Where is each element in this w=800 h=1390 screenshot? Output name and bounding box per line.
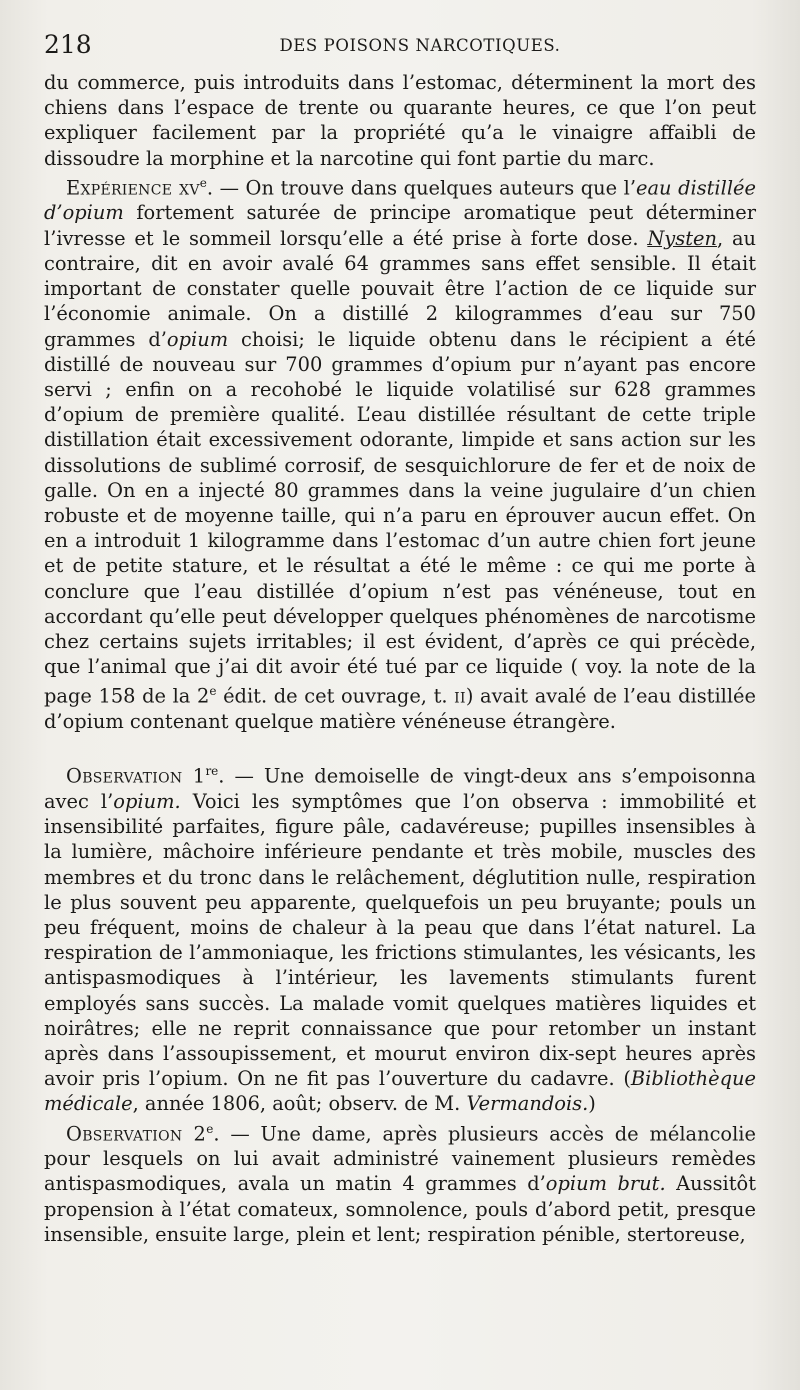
paragraph-observation-1	[44, 759, 756, 1116]
text-segment: . — Une dame, après plusieurs accès de mélancolie pour lesquels on lui avait administré vainement plusieurs remèdes antispasmodiques, avala un matin 4 grammes d’	[44, 1122, 756, 1196]
text-segment: Observation 2	[66, 1122, 207, 1145]
text-segment: fortement saturée de principe aromatique peut déterminer l’ivresse et le sommeil lorsqu’elle a été prise à forte dose.	[44, 201, 756, 250]
text-segment: choisi; le liquide obtenu dans le récipient a été distillé de nouveau sur 700 grammes d’opium pur n’ayant pas encore servi ; enfin on a recohobé le liquide volatilisé sur 628 grammes d’opium de première qualité. L’eau distillée résultant de cette triple distillation était excessivement odorante, limpide et sans action sur les dissolutions de sublimé corrosif, de sesquichlorure de fer et de noix de galle. On en a injecté 80 grammes dans la veine jugulaire d’un chien robuste et de moyenne taille, qui n’a paru en éprouver aucun effet. On en a introduit 1 kilogramme dans l’estomac d’un autre chien fort jeune et de petite stature, et le résultat a été le même : ce qui me porte à conclure que l’eau distillée d’opium n’est pas vénéneuse, tout en accordant qu’elle peut développer quelques phénomènes de narcotisme chez certains sujets irritables; il est évident, d’après ce qui précède, que l’animal que j’ai dit avoir été tué par ce liquide ( voy. la note de la page 158 de la 2	[44, 327, 757, 708]
text-segment: , année 1806, août; observ. de M.	[132, 1092, 467, 1116]
text-segment: édit. de cet ouvrage, t.	[216, 684, 455, 708]
text-segment: e	[209, 684, 217, 699]
text-segment: )	[588, 1092, 596, 1116]
text-segment: Voici les symptômes que l’on observa : immobilité et insensibilité parfaites, figure pâle, cadavéreuse; pupilles insensibles à la lumière, mâchoire inférieure pendante et très mobile, muscles des membres et du tronc dans le relâchement, déglutition nulle, respiration le plus souvent peu apparente, quelquefois un peu bruyante; pouls un peu fréquent, moins de chaleur à la peau que dans l’état naturel. La respiration de l’ammoniaque, les frictions stimulantes, les vésicants, les antispasmodiques à l’intérieur, les lavements stimulants furent employés sans succès. La malade vomit quelques matières liquides et noirâtres; elle ne reprit connaissance que pour retomber un instant après dans l’assoupissement, et mourut environ dix-sept heures après avoir pris l’opium. On ne fit pas l’ouverture du cadavre. (	[44, 789, 756, 1091]
text-segment: Aussitôt propension à l’état comateux, somnolence, pouls d’abord petit, presque insensible, ensuite large, plein et lent; respiration pénible, stertoreuse,	[44, 1172, 756, 1246]
paragraph-experience-15	[44, 171, 756, 734]
text-segment: Bibliothèque médicale	[44, 1067, 756, 1116]
text-segment: du commerce, puis introduits dans l’estomac, déterminent la mort des chiens dans l’espace de trente ou quarante heures, ce que l’on peut expliquer facilement par la propriété qu’a le vinaigre affaibli de dissoudre la morphine et la narcotine qui font partie du marc.	[44, 71, 756, 170]
page-header	[44, 30, 756, 66]
text-segment: . — On trouve dans quelques auteurs que l’	[206, 176, 636, 200]
text-segment: opium brut.	[545, 1172, 666, 1196]
body-text	[44, 70, 756, 1247]
running-title: DES POISONS NARCOTIQUES.	[279, 36, 561, 55]
text-segment: ii	[454, 684, 466, 708]
text-segment: opium.	[113, 789, 181, 813]
text-segment: Observation 1	[66, 764, 206, 788]
paragraph-continuation	[44, 70, 756, 171]
text-segment: Expérience xv	[66, 176, 200, 200]
text-segment: ) avait avalé de l’eau distillée d’opium contenant quelque matière vénéneuse étrangère.	[44, 684, 757, 734]
paragraph-observation-2	[44, 1117, 756, 1247]
text-segment: Nysten	[647, 226, 717, 250]
text-segment: , au contraire, dit en avoir avalé 64 grammes sans effet sensible. Il était important de constater quelle pouvait être l’action de ce liquide sur l’économie animale. On a distillé 2 kilogrammes d’eau sur 750 grammes d’	[44, 226, 756, 351]
text-segment: eau distillée d’opium	[44, 176, 756, 225]
page-number: 218	[44, 30, 92, 59]
text-segment: re	[205, 764, 219, 779]
text-segment: e	[206, 1121, 214, 1136]
text-segment: opium	[166, 327, 229, 351]
text-segment: . — Une demoiselle de vingt-deux ans s’empoisonna avec l’	[44, 764, 756, 813]
text-segment: Vermandois.	[466, 1092, 589, 1116]
text-segment: e	[199, 175, 207, 190]
